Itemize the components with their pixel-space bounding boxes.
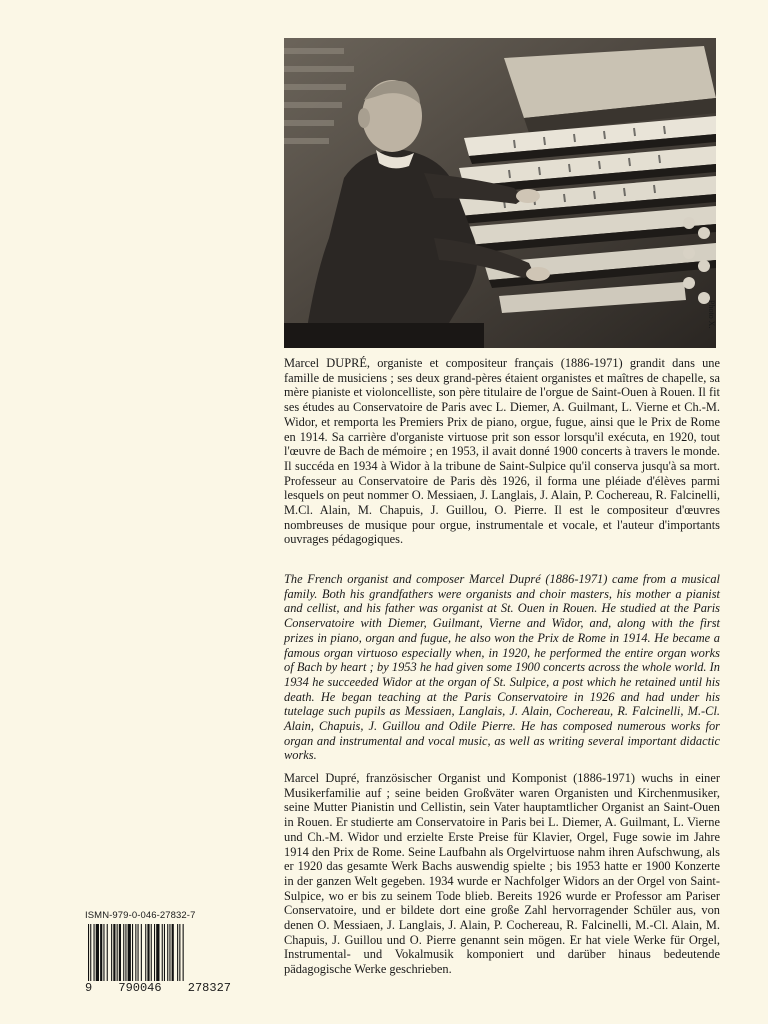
barcode-bar [167, 924, 168, 988]
barcode-bar [156, 924, 159, 988]
barcode-bar [164, 924, 165, 988]
barcode-bar [151, 924, 152, 988]
barcode-bar [117, 924, 118, 988]
organist-photo [284, 38, 716, 348]
barcode-bar [138, 924, 139, 988]
barcode-bar [172, 924, 174, 988]
barcode-bar [100, 924, 102, 988]
ismn-label: ISMN-979-0-046-27832-7 [85, 910, 196, 921]
barcode-bar [135, 924, 136, 988]
barcode-bar [183, 924, 184, 988]
barcode-digits [84, 981, 232, 995]
barcode-bar [107, 924, 108, 988]
barcode-bar [125, 924, 126, 988]
barcode-bar [154, 924, 155, 988]
barcode-bar [179, 924, 180, 988]
organ-console-illustration [284, 38, 716, 348]
barcode-digits-left: 790046 [118, 981, 162, 995]
barcode-bar [111, 924, 112, 988]
photo-credit: Photo X. [707, 300, 716, 329]
barcode-bar [113, 924, 115, 988]
biography-french: Marcel DUPRÉ, organiste et compositeur français (1886-1971) grandit dans une famille de musiciens ; ses deux grand-pères étaient organistes et maîtres de chapelle, sa mère pianiste et violoncelliste, son père titulaire de l'orgue de Saint-Ouen à Rouen. Il fit ses études au Conservatoire de Paris avec L. Diemer, A. Guilmant, L. Vierne et Ch.-M. Widor, et remporta les Premiers Prix de piano, orgue, fugue, ainsi que le Prix de Rome en 1914. Sa carrière d'organiste virtuose prit son essor lorsqu'il exécuta, en 1920, tout l'œuvre de Bach de mémoire ; en 1953, il avait donné 1900 concerts à travers le monde. Il succéda en 1934 à Widor à la tribune de Saint-Sulpice qu'il conserva jusqu'à sa mort. Professeur au Conservatoire de Paris dès 1926, il forma une pléiade d'élèves parmi lesquels on peut nommer O. Messiaen, J. Langlais, J. Alain, P. Cochereau, R. Falcinelli, M.Cl. Alain, M. Chapuis, J. Guillou, O. Pierre. Il est le compositeur d'œuvres nombreuses de musique pour orgue, instrumentale et vocale, et l'auteur d'importants ouvrages pédagogiques. [284, 356, 720, 547]
barcode-bar [119, 924, 121, 988]
barcode-digit-first: 9 [85, 981, 93, 995]
barcode-bar [96, 924, 99, 988]
barcode-bars [84, 924, 232, 988]
barcode-bar [123, 924, 124, 988]
barcode-bar [90, 924, 91, 988]
barcode-bar [128, 924, 131, 988]
biography-english: The French organist and composer Marcel Dupré (1886-1971) came from a musical family. Both his grandfathers were organists and choir masters, his mother a pianist and cellist, and his father was organist at St. Ouen in Rouen. He studied at the Paris Conservatoire with Diemer, Guilmant, Vierne and Widor, and, along with the first prizes in piano, organ and fugue, he also won the Prix de Rome in 1914. He became a famous organ virtuoso especially when, in 1920, he performed the entire organ works of Bach by heart ; by 1953 he had given some 1900 concerts across the whole world. In 1934 he succeeded Widor at the organ of St. Sulpice, a post which he retained until his death. He began teaching at the Paris Conservatoire in 1926 and had under his tutelage such pupils as Messiaen, Langlais, J. Alain, Cochereau, R. Falcinelli, M.-Cl. Alain, Chapuis, J. Guillou and Odile Pierre. He has composed numerous works for organ and instrumental and vocal music, as well as writing several important didactic works. [284, 572, 720, 763]
barcode-bar [162, 924, 163, 988]
barcode-bar [94, 924, 95, 988]
barcode-bar [103, 924, 104, 988]
barcode-bar [147, 924, 149, 988]
barcode-bar [88, 924, 89, 988]
barcode-bar [141, 924, 142, 988]
biography-german: Marcel Dupré, französischer Organist und Komponist (1886-1971) wuchs in einer Musikerfamilie auf ; seine beiden Großväter waren Organisten und Kirchenmusiker, seine Mutter Pianistin und Cellistin, sein Vater hauptamtlicher Organist an Saint-Ouen in Rouen. Er studierte am Conservatoire in Paris bei L. Diemer, A. Guilmant, L. Vierne und Ch.-M. Widor und erzielte Erste Preise für Klavier, Orgel, Fuge sowie im Jahre 1914 den Prix de Rome. Seine Laufbahn als Orgelvirtuose nahm ihren Aufschwung, als er 1920 das gesamte Werk Bachs auswendig spielte ; bis 1953 hatte er 1900 Konzerte in der ganzen Welt gegeben. 1934 wurde er Nachfolger Widors an der Orgel von Saint-Sulpice, wo er bis zu seinem Tode blieb. Bereits 1926 wurde er Professor am Pariser Conservatoire, und er bildete dort eine große Zahl hervorragender Schüler aus, von denen O. Messiaen, J. Langlais, J. Alain, P. Cochereau, R. Falcinelli, M.-Cl. Alain, M. Chapuis, J. Guillou und O. Pierre genannt sein mögen. Er hat viele Werke für Orgel, Instrumental- und Vokalmusik komponiert und darüber hinaus bedeutende pädagogische Werke geschrieben. [284, 771, 720, 977]
barcode-bar [145, 924, 146, 988]
barcode-bar [169, 924, 170, 988]
barcode-bar [177, 924, 178, 988]
barcode-bar [132, 924, 133, 988]
barcode-digits-right: 278327 [187, 981, 231, 995]
